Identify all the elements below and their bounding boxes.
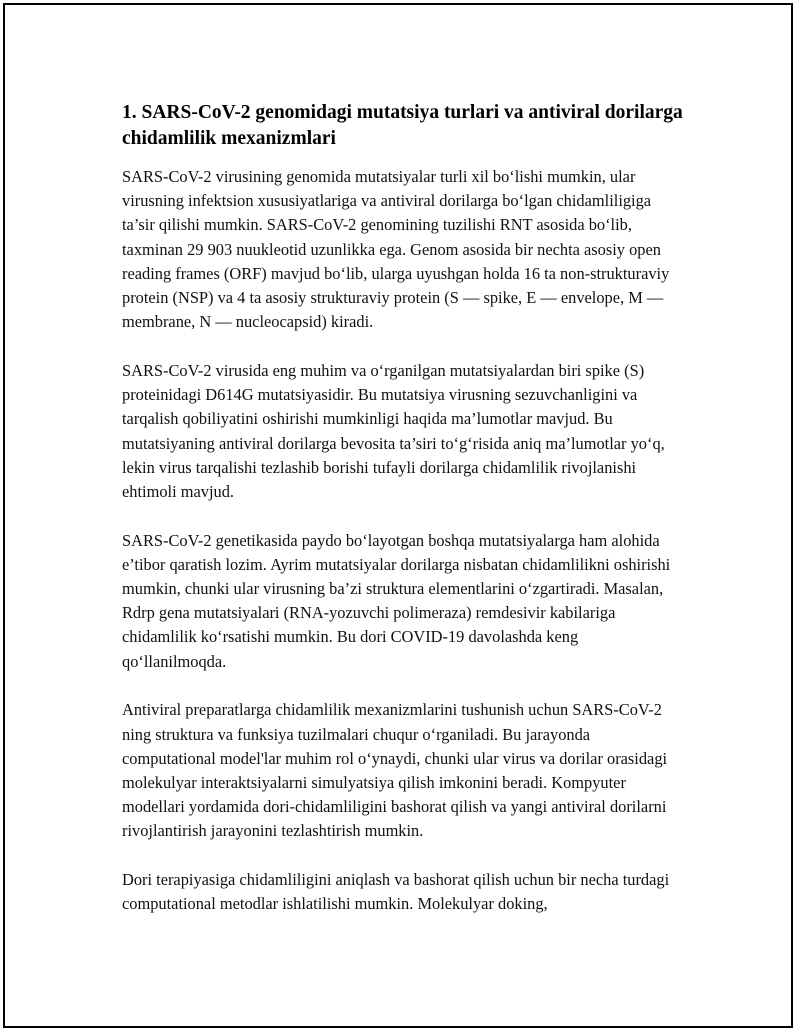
paragraph-other-mutations: SARS-CoV-2 genetikasida paydo bo‘layotgan boshqa mutatsiyalarga ham alohida e’tibor qaratish lozim. Ayrim mutatsiyalar dorilarga nisbatan chidamlilikni oshirishi mumkin, chunki ular virusning ba’zi struktura elementlarini o‘zgartiradi. Masalan, Rdrp gena mutatsiyalari (RNA-yozuvchi polimeraza) remdesivir kabilariga chidamlilik ko‘rsatishi mumkin. Bu dori COVID-19 davolashda keng qo‘llanilmoqda. [122, 530, 671, 671]
section-heading: 1. SARS-CoV-2 genomidagi mutatsiya turlari va antiviral dorilarga chidamlilik mexanizmlari [122, 102, 683, 149]
paragraph-computational-models: Antiviral preparatlarga chidamlilik mexanizmlarini tushunish uchun SARS-CoV-2 ning struktura va funksiya tuzilmalari chuqur o‘rganiladi. Bu jarayonda computational model'lar muhim rol o‘ynaydi, chunki ular virus va dorilar orasidagi molekulyar interaktsiyalarni simulyatsiya qilish imkonini beradi. Kompyuter modellari yordamida dori-chidamliligini bashorat qilish va yangi antiviral dorilarni rivojlantirish jarayonini tezlashtirish mumkin. [122, 700, 668, 841]
paragraph-genome-mutations: SARS-CoV-2 virusining genomida mutatsiyalar turli xil bo‘lishi mumkin, ular virusning infektsion xususiyatlariga va antiviral dorilarga bo‘lgan chidamliligiga ta’sir qilishi mumkin. SARS-CoV-2 genomining tuzilishi RNT asosida bo‘lib, taxminan 29 903 nuukleotid uzunlikka ega. Genom asosida bir nechta asosiy open reading frames (ORF) mavjud bo‘lib, ularga uyushgan holda 16 ta non-strukturaviy protein (NSP) va 4 ta asosiy strukturaviy protein (S — spike, E — envelope, M — membrane, N — nucleocapsid) kiradi. [122, 167, 670, 332]
document-body [122, 100, 684, 941]
page-frame [3, 3, 793, 1028]
paragraph-d614g-mutation: SARS-CoV-2 virusida eng muhim va o‘rganilgan mutatsiyalardan biri spike (S) proteinidagi D614G mutatsiyasidir. Bu mutatsiya virusning sezuvchanligini va tarqalish qobiliyatini oshirishi mumkinligi haqida ma’lumotlar mavjud. Bu mutatsiyaning antiviral dorilarga bevosita ta’siri to‘g‘risida aniq ma’lumotlar yo‘q, lekin virus tarqalishi tezlashib borishi tufayli dorilarga chidamlilik rivojlanishi ehtimoli mavjud. [122, 360, 665, 501]
paragraph-computational-methods: Dori terapiyasiga chidamliligini aniqlash va bashorat qilish uchun bir necha turdagi computational metodlar ishlatilishi mumkin. Molekulyar doking, [122, 870, 670, 914]
